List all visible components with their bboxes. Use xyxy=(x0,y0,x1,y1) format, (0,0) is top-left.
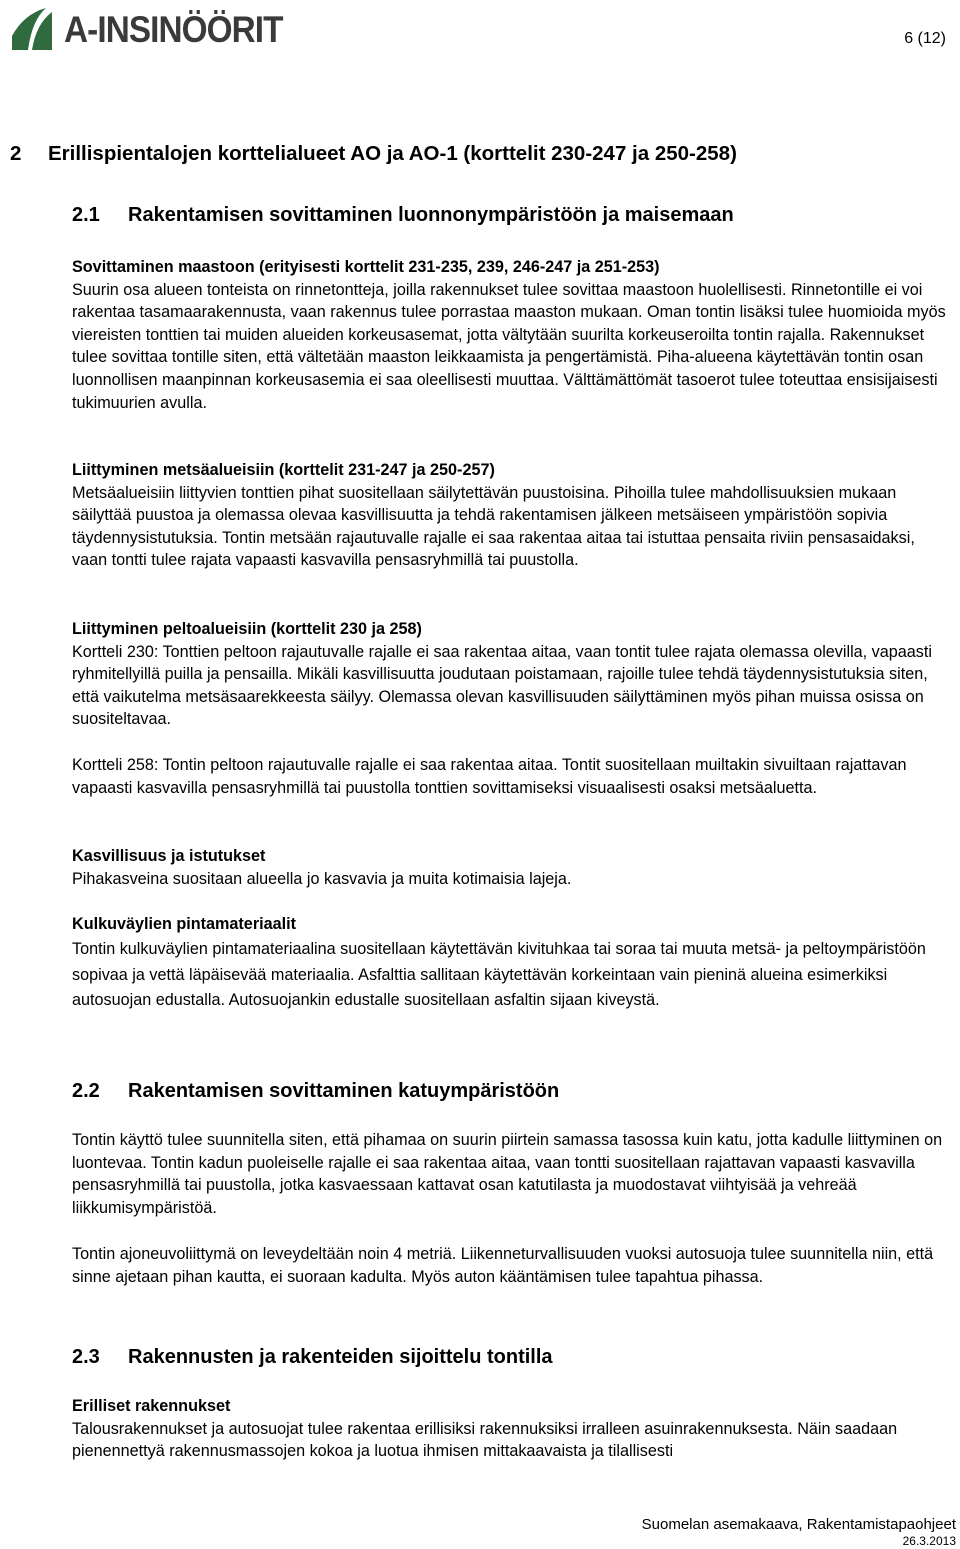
paragraph: Tontin kulkuväylien pintamateriaalina suositellaan käytettävän kivituhkaa tai soraa tai muuta metsä- ja peltoympäristöön sopivaa ja vettä läpäisevää materiaalia. Asfalttia sallitaan käytettävän korkeintaan vain pieninä alueina esimerkiksi autosuojan edustalla. Autosuojankin edustalle suositellaan asfaltin sijaan kiveystä. xyxy=(72,940,926,1009)
section-2-2-heading xyxy=(72,1080,559,1103)
paragraph: Tontin ajoneuvoliittymä on leveydeltään noin 4 metriä. Liikenneturvallisuuden vuoksi autosuoja tulee suunnitella niin, että sinne ajetaan pihan kautta, ei suoraan kadulta. Myös auton kääntämisen tulee tapahtua pihassa. xyxy=(72,1245,934,1286)
field-connection-section xyxy=(72,618,952,731)
section-number: 2 xyxy=(10,142,22,165)
subheading: Liittyminen metsäalueisiin (korttelit 231-247 ja 250-257) xyxy=(72,461,495,479)
paragraph: Kortteli 230: Tonttien peltoon rajautuvalle rajalle ei saa rakentaa aitaa, vaan tontit tulee rajata olemassa olevilla, vapaasti ryhmitellyillä puilla ja pensailla. Mikäli kasvillisuutta joudutaan poistamaan, rajoille tulee tehdä täydennysistutuksia siten, että vaikutelma metsäsaarekkeesta säilyy. Olemassa olevan kasvillisuuden säilyttäminen myös pihan muissa osissa on suositeltavaa. xyxy=(72,642,932,729)
section-number: 2.3 xyxy=(72,1346,100,1368)
paragraph: Talousrakennukset ja autosuojat tulee rakentaa erillisiksi rakennuksiksi irralleen asuinrakennuksesta. Näin saadaan pienennettyä rakennusmassojen kokoa ja luotua ihmisen mittakaavaista ja tilallisesti xyxy=(72,1419,898,1461)
paragraph: Metsäalueisiin liittyvien tonttien pihat suositellaan säilytettävän puustoisina. Pihoilla tulee mahdollisuuksien mukaan säilyttää puustoa ja olemassa olevaa kasvillisuutta ja tehdä rakentamisen jälkeen metsäiseen ympäristöön sopivia täydennysistutuksia. Tontin metsään rajautuvalle rajalle ei saa rakentaa aitaa tai istuttaa pensaita riviin pensasaidaksi, vaan tontti tulee rajata vapaasti kasvavilla pensasryhmillä tai puustolla. xyxy=(72,483,915,570)
section-2-3-heading xyxy=(72,1346,553,1369)
paragraph: Pihakasveina suositaan alueella jo kasvavia ja muita kotimaisia lajeja. xyxy=(72,869,572,888)
section-title: Rakennusten ja rakenteiden sijoittelu tontilla xyxy=(128,1346,553,1368)
subheading: Sovittaminen maastoon (erityisesti korttelit 231-235, 239, 246-247 ja 251-253) xyxy=(72,258,660,276)
page-number: 6 (12) xyxy=(904,30,946,47)
subheading: Erilliset rakennukset xyxy=(72,1397,231,1415)
street-paragraph-1 xyxy=(72,1129,952,1219)
forest-connection-section xyxy=(72,459,952,572)
page-footer xyxy=(642,1516,956,1548)
logo-mark-icon xyxy=(10,6,60,52)
pathway-materials-section xyxy=(72,912,952,1013)
paragraph: Suurin osa alueen tonteista on rinnetontteja, joilla rakennukset tulee sovittaa maastoon huolellisesti. Rinnetontille ei voi rakentaa tasamaarakennusta, vaan rakennus tulee porrastaa maaston mukaan. Oman tontin lisäksi tulee huomioida myös viereisten tonttien tai muiden alueiden korkeusasemat, jotta vältytään suurilta korkeuseroilta tontin rajalla. Rakennukset tulee sovittaa tontille siten, että vältetään maaston leikkaamista ja pengertämistä. Piha-alueena käytettävän tontin osan luonnollisen maanpinnan korkeusasemia ei saa oleellisesti muuttaa. Välttämättömät tasoerot tulee toteuttaa ensisijaisesti tukimuurien avulla. xyxy=(72,280,946,412)
footer-date: 26.3.2013 xyxy=(902,1534,956,1548)
separate-buildings-section xyxy=(72,1395,952,1463)
section-number: 2.2 xyxy=(72,1080,100,1102)
footer-document-title: Suomelan asemakaava, Rakentamistapaohjeet xyxy=(641,1516,956,1533)
subheading: Kulkuväylien pintamateriaalit xyxy=(72,915,297,933)
terrain-fitting-section xyxy=(72,256,952,414)
section-title: Rakentamisen sovittaminen katuympäristöön xyxy=(128,1080,560,1102)
section-title: Erillispientalojen korttelialueet AO ja AO-1 (korttelit 230-247 ja 250-258) xyxy=(48,142,737,165)
subheading: Kasvillisuus ja istutukset xyxy=(72,847,266,865)
paragraph: Tontin käyttö tulee suunnitella siten, että pihamaa on suurin piirtein samassa tasossa kuin katu, jotta kadulle liittyminen on luontevaa. Tontin kadun puoleiselle rajalle ei saa rakentaa aitaa, vaan tontti suositellaan rajattavan vapaasti kasvavilla pensasryhmillä tai puustolla, jotka kasvaessaan kattavat osan katutilasta ja muodostavat viihtyisää ja vehreää liikkumisympäristöä. xyxy=(72,1131,943,1217)
logo-text: A-INSINÖÖRIT xyxy=(64,9,283,50)
vegetation-section xyxy=(72,845,952,890)
subheading: Liittyminen peltoalueisiin (korttelit 230 ja 258) xyxy=(72,620,422,638)
block-258-paragraph xyxy=(72,754,952,799)
section-number: 2.1 xyxy=(72,204,100,226)
street-paragraph-2 xyxy=(72,1243,952,1288)
section-2-heading xyxy=(10,142,737,166)
paragraph: Kortteli 258: Tontin peltoon rajautuvalle rajalle ei saa rakentaa aitaa. Tontit suositellaan muiltakin sivuiltaan rajattavan vapaasti kasvavilla pensasryhmillä tai puustolla tonttien sovittamiseksi visuaalisesti osaksi metsäaluetta. xyxy=(72,756,907,797)
section-title: Rakentamisen sovittaminen luonnonympäristöön ja maisemaan xyxy=(128,204,734,226)
section-2-1-heading xyxy=(72,204,734,227)
